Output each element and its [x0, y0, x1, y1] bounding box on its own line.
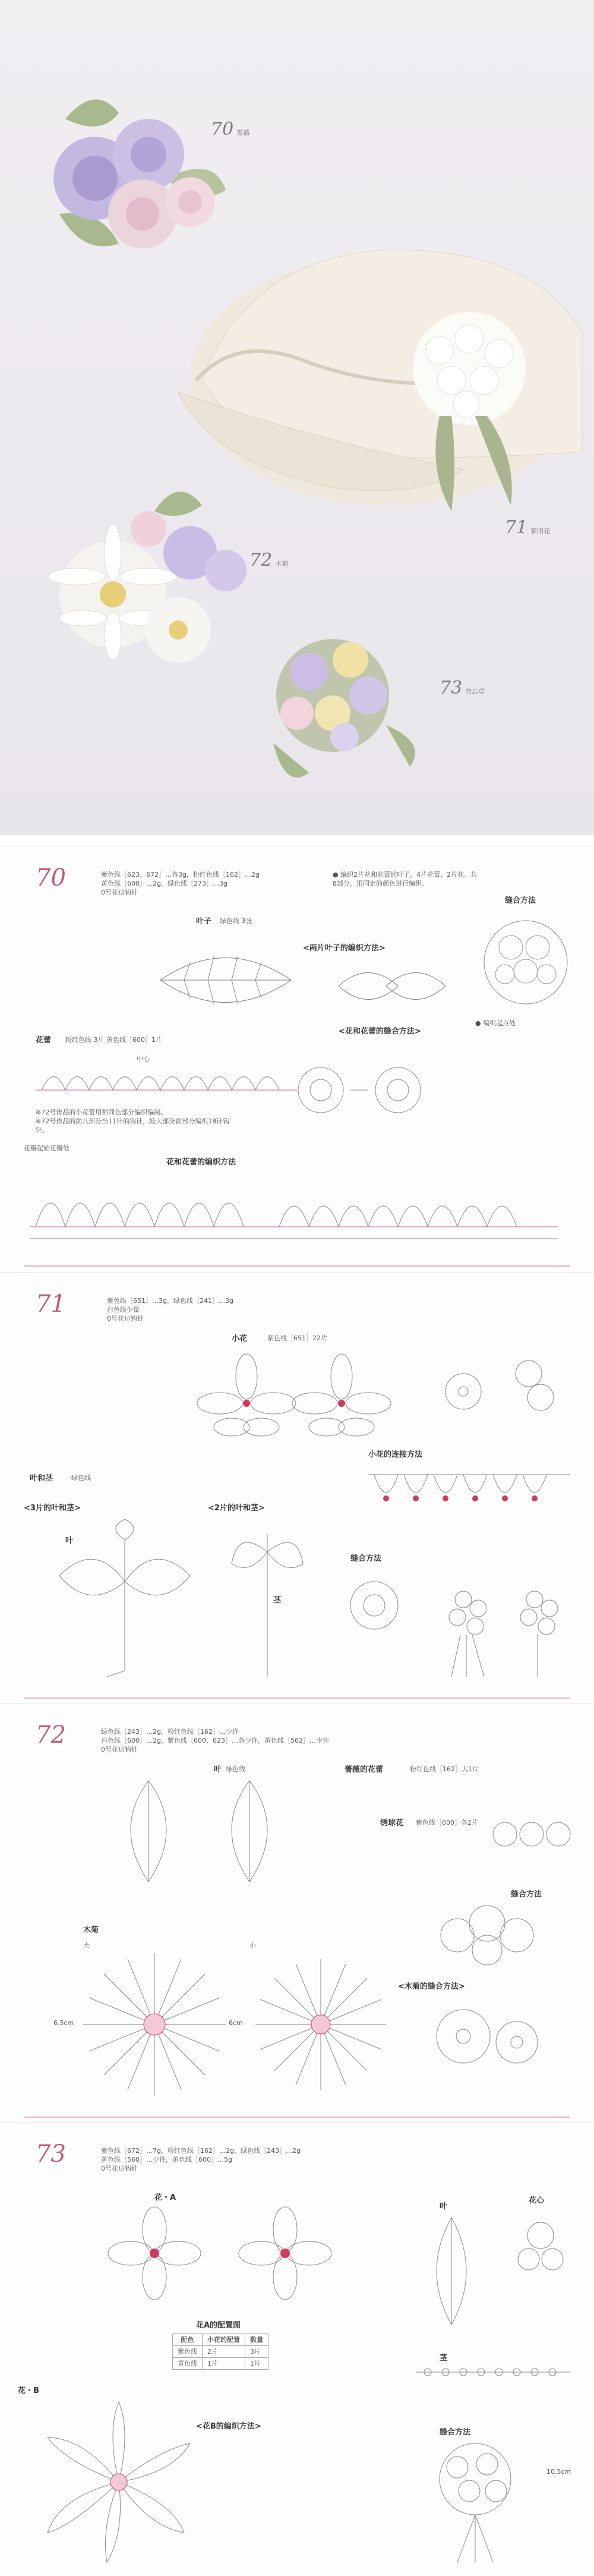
rose-bud-sub: 粉红色线［162］大1片	[410, 1765, 479, 1773]
divider	[24, 2117, 570, 2118]
pistil-title: 花心	[529, 2196, 545, 2205]
daisy-big: 大	[83, 1942, 90, 1950]
config-table	[172, 2333, 268, 2370]
leaf-title: 叶	[440, 2202, 448, 2211]
materials	[101, 2146, 386, 2173]
daisy-title: 木菊	[83, 1926, 99, 1935]
page-gap	[0, 835, 594, 846]
sew-title: 缝合方法	[440, 2428, 471, 2437]
table-header: 小花的配置	[203, 2334, 245, 2346]
table-cell: 1片	[203, 2358, 245, 2370]
section-70	[0, 846, 594, 1268]
bud-method-title: <花和花蕾的缝合方法>	[339, 1027, 421, 1036]
stem-title: 茎	[440, 2354, 448, 2363]
method-title: <花B的编织方法>	[196, 2422, 261, 2431]
section-number: 71	[36, 1290, 66, 1318]
flowers-label: 花瓣起始花瓣处	[24, 1144, 69, 1152]
cover-photo	[0, 0, 594, 835]
leaf-charts	[101, 1775, 303, 1894]
divider	[24, 1265, 570, 1267]
material-line: 白色线［600］…2g，紫色线［600、623］…各少许，黄色线［562］…少许	[101, 1737, 329, 1744]
materials	[101, 1727, 386, 1754]
material-line: 紫色线［623、672］…各3g，粉红色线［162］…2g	[101, 871, 260, 878]
sew-note: ● 编织起点处	[475, 1019, 516, 1027]
bud-chart	[36, 1060, 297, 1102]
flower-method-title: 花和花蕾的编织方法	[166, 1158, 236, 1167]
table-header: 配色	[173, 2334, 203, 2346]
table-cell: 2片	[203, 2346, 245, 2358]
pistil-chart	[505, 2212, 576, 2289]
craft-photo-illustration	[0, 0, 594, 835]
daisy-sew-diagram	[416, 1995, 576, 2102]
bud-notes	[36, 1108, 232, 1135]
hydrangea-chart	[487, 1810, 576, 1864]
hydrangea-sub: 紫色线［600］各2片	[416, 1819, 478, 1826]
small-flower-title: 小花	[232, 1334, 248, 1343]
bud-title: 花蕾	[36, 1036, 52, 1045]
two-leaf-diagram	[333, 959, 451, 1013]
note-line: ※72号作品的小花蕾用相同色部分编织编制。	[36, 1109, 168, 1116]
photo-label-72: 72 木菊	[249, 550, 289, 571]
table-header: 数量	[245, 2334, 268, 2346]
rose-bud-title: 蔷薇的花蕾	[345, 1765, 384, 1774]
table-cell: 1片	[245, 2358, 268, 2370]
size-label: 10.5cm	[546, 2468, 571, 2476]
leaf-chart	[416, 2212, 487, 2331]
small-flower-sample	[440, 1338, 570, 1427]
flower-chart	[30, 1173, 558, 1251]
sew-title: 缝合方法	[511, 1890, 542, 1899]
stem-chart	[416, 2360, 570, 2384]
leaf-note: ● 编织2片花和花蕾的叶子，4片花蕾，2片花。共8部分，用同定的颜色进行编织。	[333, 871, 478, 887]
small-flower-sub: 紫色线［651］22片	[267, 1334, 327, 1342]
daisy-sew-title: <木菊的缝合方法>	[398, 1982, 465, 1991]
sew-title: 缝合方法	[350, 1554, 382, 1563]
material-line: 黄色线［600］…2g，绿色线［273］…3g	[101, 880, 228, 887]
size-small: 6cm	[229, 2019, 243, 2027]
daisy-small: 小	[249, 1942, 256, 1950]
materials	[101, 870, 327, 897]
daisy-small-chart	[249, 1953, 392, 2096]
connect-chart	[368, 1463, 570, 1534]
leaf-title: 叶	[214, 1765, 222, 1774]
bud-sub: 粉红色线 3片 黄色线［600］1片	[65, 1036, 162, 1044]
material-line: 0号花边钩针	[107, 1315, 144, 1322]
table-header-row	[173, 2334, 268, 2346]
section-71	[0, 1272, 594, 1700]
sew-diagram	[410, 2438, 576, 2568]
table-row	[173, 2346, 268, 2358]
section-72	[0, 1703, 594, 2120]
leaf-sub: 绿色线	[226, 1765, 245, 1773]
table-cell: 黄色线	[173, 2358, 203, 2370]
connect-title: 小花的连接方法	[368, 1450, 423, 1459]
table-row	[173, 2358, 268, 2370]
small-flower-chart	[202, 1350, 386, 1445]
divider	[24, 1698, 570, 1699]
note-line: ※72号作品的前八部分当11针的钩针，较大部分前部分编织18针钩针。	[36, 1117, 230, 1134]
two-leaf-title: <2片的叶和茎>	[208, 1504, 265, 1513]
flower-a-title: 花・A	[154, 2193, 176, 2202]
leaf-sub: 绿色线 3张	[220, 917, 252, 925]
leaf-label: 叶	[65, 1536, 74, 1545]
photo-label-70: 70 蔷薇	[211, 119, 250, 140]
section-number: 73	[36, 2140, 66, 2168]
material-line: 0号花边钩针	[101, 1746, 138, 1753]
flower-b-chart	[36, 2396, 202, 2568]
sew-diagram	[475, 912, 576, 1013]
sew-diagram	[404, 1894, 576, 1977]
leaf-title: 叶子	[196, 917, 212, 926]
table-cell: 3片	[245, 2346, 268, 2358]
section-number: 70	[36, 864, 66, 892]
leaf-method-title: <两片叶子的编织方法>	[303, 944, 386, 953]
photo-label-71: 71 紫阳花	[505, 517, 551, 538]
leaf-stem-title: 叶和茎	[30, 1474, 53, 1483]
hydrangea-title: 绣球花	[380, 1819, 404, 1828]
material-line: 0号花边钩针	[101, 889, 138, 896]
daisy-big-chart	[77, 1947, 232, 2102]
table-cell: 紫色线	[173, 2346, 203, 2358]
size-big: 6.5cm	[53, 2019, 74, 2027]
table-title: 花A的配置图	[196, 2321, 241, 2330]
center-label: 中心	[137, 1055, 150, 1063]
material-line: 白色线少量	[107, 1306, 140, 1314]
material-line: 黄色线［560］…少许，黄色线［600］…5g	[101, 2156, 232, 2164]
materials	[107, 1296, 321, 1323]
material-line: 绿色线［243］…2g，粉红色线［162］…少许	[101, 1728, 239, 1736]
leaf-stem-sub: 绿色线	[71, 1474, 91, 1482]
material-line: 紫色线［651］…3g，绿色线［241］…3g	[107, 1297, 233, 1305]
material-line: 0号花边钩针	[101, 2165, 138, 2172]
bud-assembly	[285, 1048, 463, 1144]
flower-b-title: 花・B	[18, 2386, 39, 2395]
sew-diagram	[333, 1564, 576, 1683]
flower-a-chart	[107, 2206, 345, 2301]
sew-title: 缝合方法	[505, 896, 536, 905]
material-line: 紫色线［672］…7g，粉红色线［162］…2g，绿色线［243］…2g	[101, 2147, 301, 2155]
stem-label: 茎	[273, 1596, 282, 1605]
three-leaf-title: <3片的叶和茎>	[24, 1504, 81, 1513]
photo-label-73: 73 勿忘草	[440, 678, 485, 698]
section-number: 72	[36, 1721, 66, 1749]
section-73	[0, 2122, 594, 2576]
leaf-chart	[148, 930, 303, 1031]
three-leaf-chart	[36, 1516, 214, 1683]
